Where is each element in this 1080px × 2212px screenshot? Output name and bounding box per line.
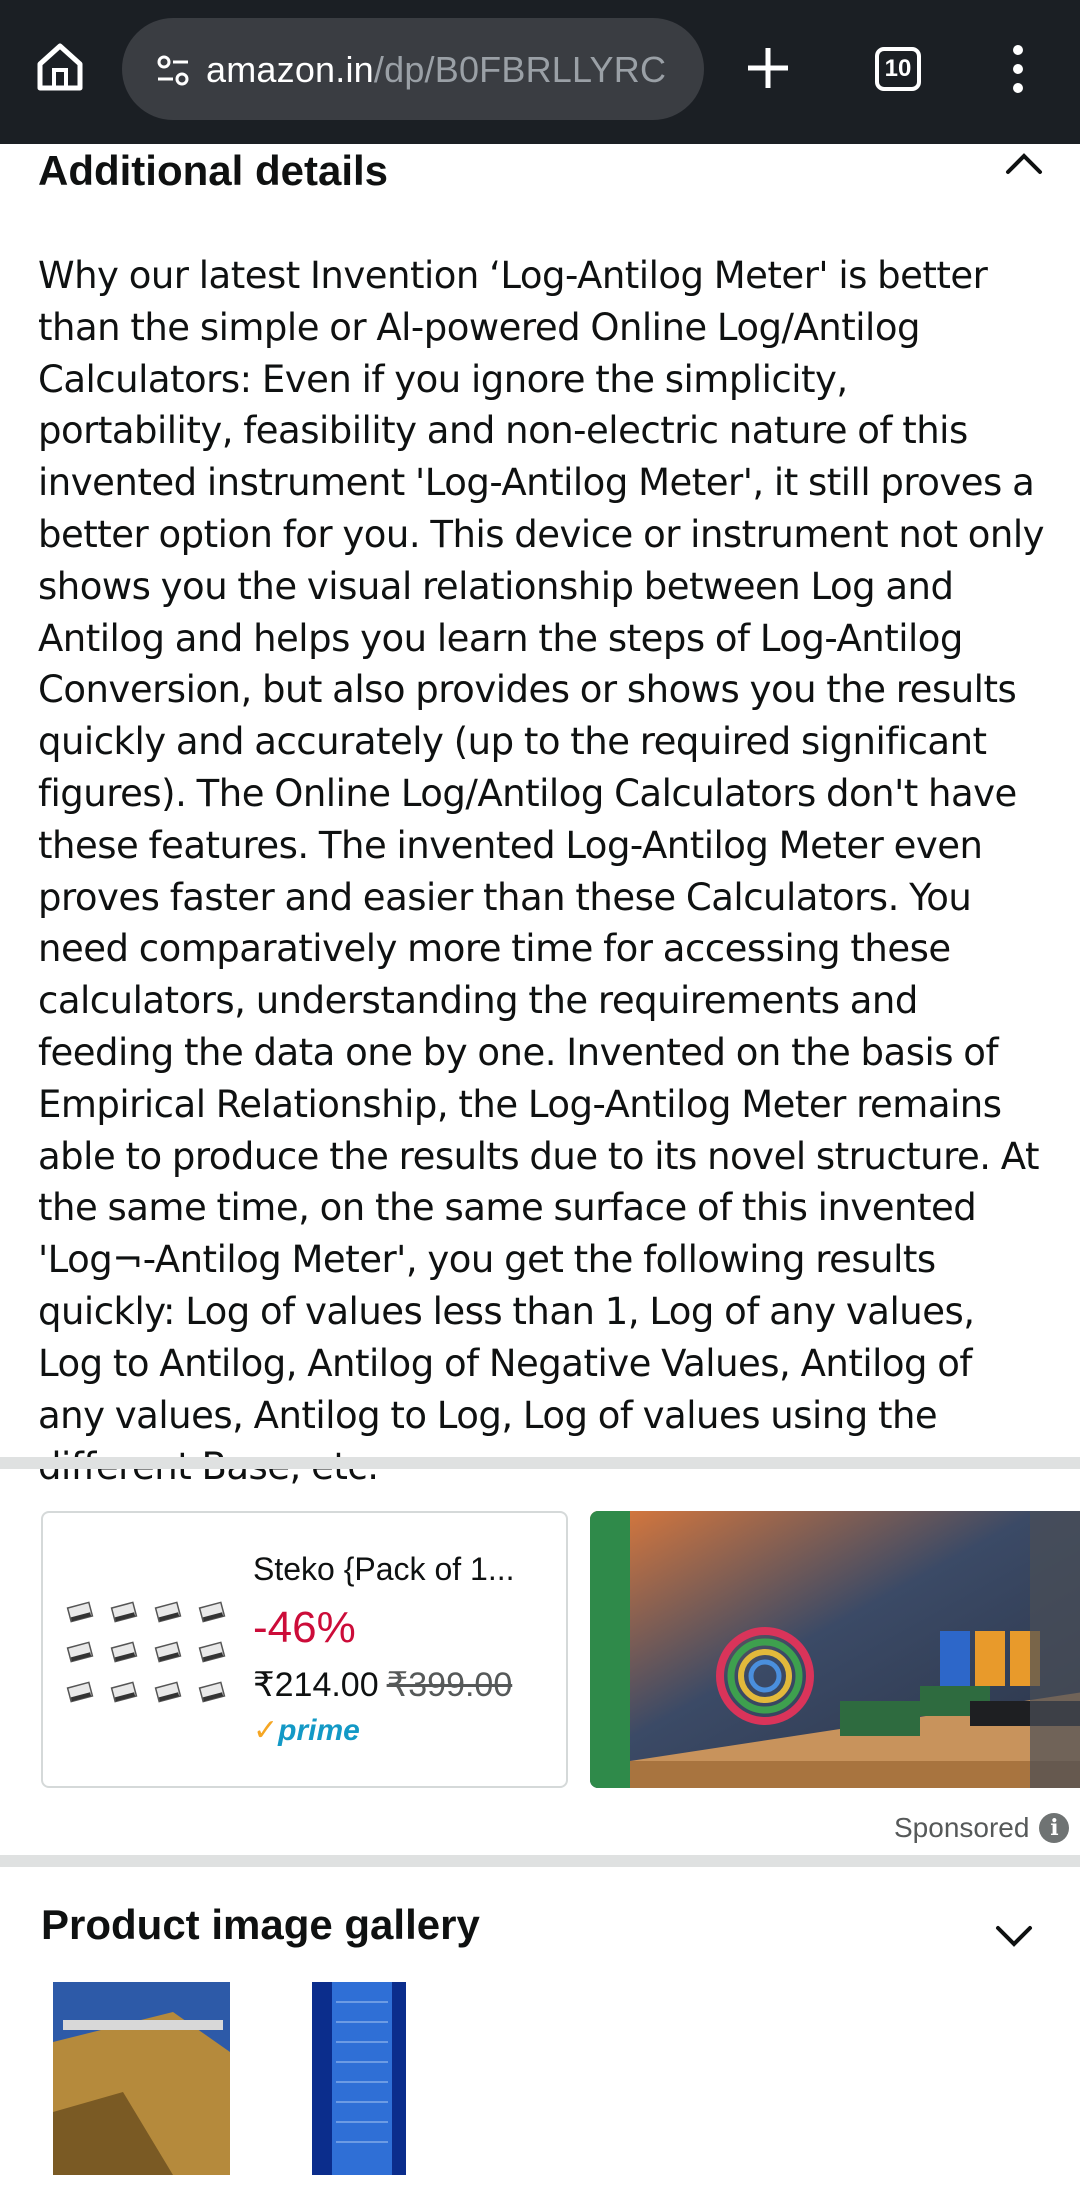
- sponsored-product-card[interactable]: [41, 1511, 568, 1788]
- additional-details-title[interactable]: Additional details: [38, 147, 389, 194]
- url-host: amazon.in: [206, 49, 374, 90]
- tab-switcher-button[interactable]: 10: [875, 47, 921, 91]
- chevron-up-icon[interactable]: [1004, 148, 1044, 178]
- prime-label: prime: [278, 1714, 360, 1747]
- url-text[interactable]: [206, 48, 666, 92]
- section-divider: [0, 1855, 1080, 1867]
- ad-product-title[interactable]: Steko {Pack of 1...: [253, 1551, 515, 1587]
- address-bar[interactable]: [122, 18, 704, 120]
- system-nav-bar: [0, 2186, 1080, 2212]
- home-icon[interactable]: [32, 38, 88, 94]
- product-image-gallery-title[interactable]: Product image gallery: [41, 1901, 480, 1948]
- url-path: /dp/B0FBRLLYRC: [373, 49, 667, 90]
- browser-toolbar: [0, 0, 1080, 144]
- sponsored-banner-image[interactable]: [590, 1511, 1080, 1788]
- gallery-thumbnail[interactable]: [312, 1982, 406, 2175]
- overflow-menu-icon[interactable]: [1006, 44, 1030, 94]
- ad-discount: -46%: [253, 1603, 356, 1652]
- ad-price: ₹214.00: [253, 1666, 379, 1704]
- prime-check-icon: ✓: [253, 1714, 279, 1747]
- site-settings-icon[interactable]: [156, 54, 190, 88]
- ad-price-row: [253, 1665, 512, 1705]
- additional-details-text: Why our latest Invention ‘Log-Antilog Meter' is better than the simple or Al-powered Online Log/Antilog Calculators: Even if you ignore the simplicity, portability, feasibility and non-electric nature of this invented instrument 'Log-Antilog Meter', it still proves a better option for you. This device or instrument not only shows you the visual relationship between Log and Antilog and helps you learn the steps of Log-Antilog Conversion, but also provides or shows you the results quickly and accurately (up to the required significant figures). The Online Log/Antilog Calculators don't have these features. The invented Log-Antilog Meter even proves faster and easier than these Calculators. You need comparatively more time for accessing these calculators, understanding the requirements and feeding the data one by one. Invented on the basis of Empirical Relationship, the Log-Antilog Meter remains able to produce the results due to its novel structure. At the same time, on the same surface of this invented 'Log¬-Antilog Meter', you get the following results quickly: Log of values less than 1, Log of any values, Log to Antilog, Antilog of Negative Values, Antilog of any values, Antilog to Log, Log of values using the: [38, 254, 1044, 1437]
- ad-original-price: ₹399.00: [386, 1666, 513, 1704]
- new-tab-icon[interactable]: [744, 44, 792, 92]
- prime-badge: [253, 1713, 360, 1748]
- sponsored-text: Sponsored: [894, 1812, 1030, 1843]
- chevron-down-icon[interactable]: [994, 1920, 1034, 1950]
- section-divider: [0, 1457, 1080, 1469]
- sponsored-label[interactable]: [894, 1812, 1069, 1844]
- info-icon[interactable]: i: [1039, 1813, 1069, 1843]
- gallery-thumbnail[interactable]: [53, 1982, 230, 2175]
- product-thumbnail: [63, 1593, 277, 1723]
